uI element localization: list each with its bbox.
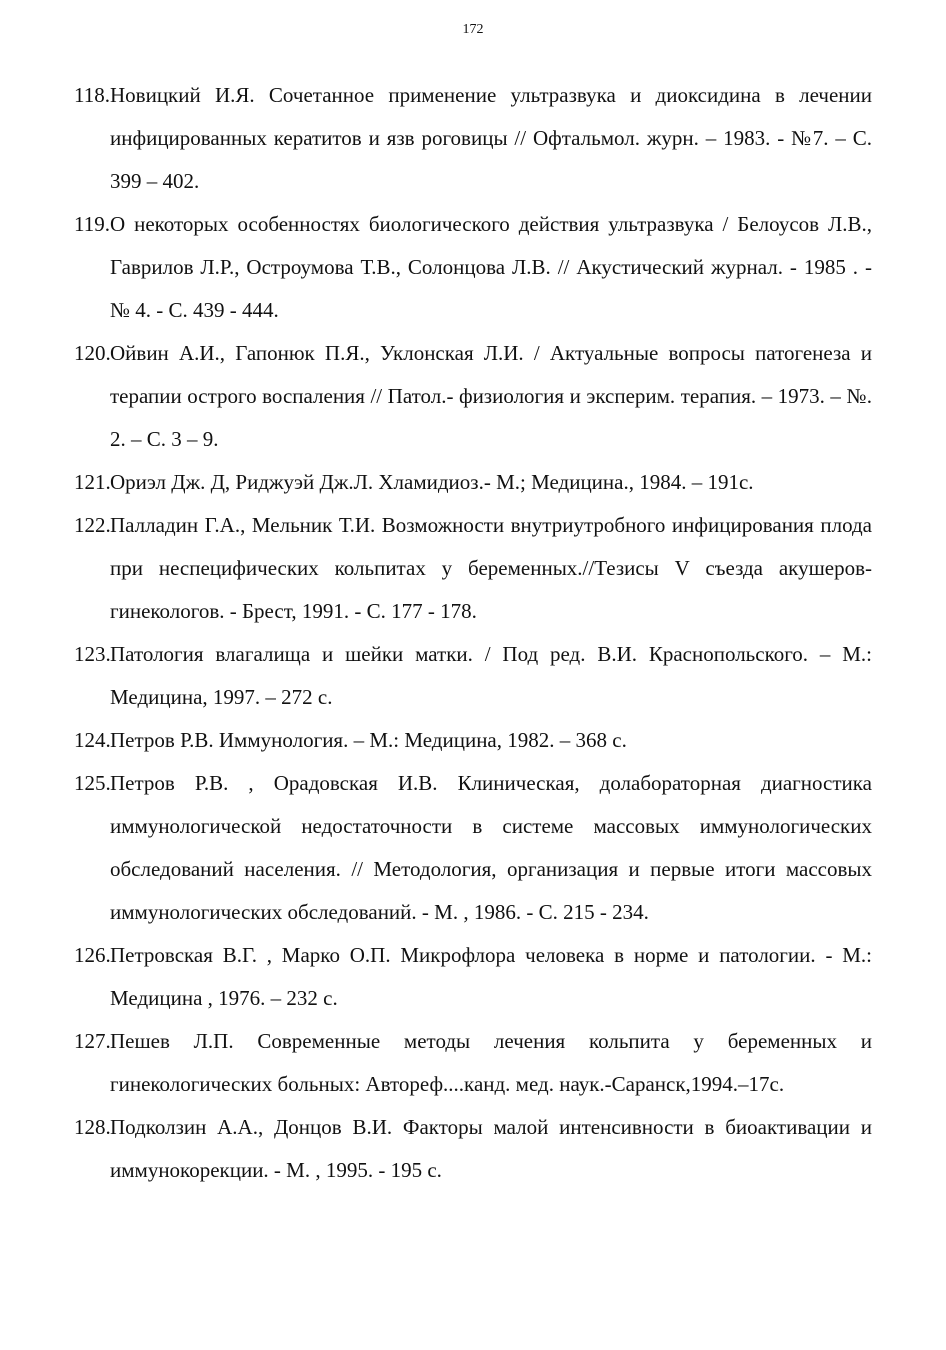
reference-text: Петров Р.В. , Орадовская И.В. Клиническая, долабораторная диагностика иммунологической недостаточности в системе массовых иммунологических обследований населения. // Методология, организация и первые итоги массовых иммунологических обследований. - М. , 1986. - С. 215 - 234. (110, 771, 872, 924)
reference-text: Пешев Л.П. Современные методы лечения кольпита у беременных и гинекологических больных: Автореф....канд. мед. наук.-Саранск,1994.–17с. (110, 1029, 872, 1096)
reference-number: 128. (74, 1115, 111, 1139)
reference-item (74, 461, 872, 504)
reference-number: 118. (74, 83, 110, 107)
reference-number: 121. (74, 470, 111, 494)
reference-number: 127. (74, 1029, 111, 1053)
reference-item (74, 719, 872, 762)
reference-item (74, 1106, 872, 1192)
reference-text: О некоторых особенностях биологического действия ультразвука / Белоусов Л.В., Гаврилов Л.Р., Остроумова Т.В., Солонцова Л.В. // Акустический журнал. - 1985 . - № 4. - С. 439 - 444. (110, 212, 872, 322)
page-number: 172 (462, 22, 484, 37)
reference-text: Подколзин А.А., Донцов В.И. Факторы малой интенсивности в биоактивации и иммунокорекции. - М. , 1995. - 195 с. (110, 1115, 872, 1182)
reference-item (74, 74, 872, 203)
reference-number: 120. (74, 341, 111, 365)
reference-item (74, 332, 872, 461)
reference-item (74, 633, 872, 719)
reference-number: 125. (74, 771, 111, 795)
reference-text: Петров Р.В. Иммунология. – М.: Медицина, 1982. – 368 с. (110, 728, 627, 752)
reference-number: 123. (74, 642, 111, 666)
reference-text: Палладин Г.А., Мельник Т.И. Возможности внутриутробного инфицирования плода при неспецифических кольпитах у беременных.//Тезисы V съезда акушеров-гинекологов. - Брест, 1991. - С. 177 - 178. (110, 513, 872, 623)
reference-item (74, 1020, 872, 1106)
reference-number: 119. (74, 212, 110, 236)
reference-item (74, 203, 872, 332)
reference-number: 124. (74, 728, 111, 752)
reference-list (74, 74, 872, 1192)
reference-item (74, 504, 872, 633)
reference-item (74, 762, 872, 934)
reference-item (74, 934, 872, 1020)
reference-text: Ориэл Дж. Д, Риджуэй Дж.Л. Хламидиоз.- М.; Медицина., 1984. – 191с. (110, 470, 754, 494)
reference-text: Патология влагалища и шейки матки. / Под ред. В.И. Краснопольского. – М.: Медицина, 1997. – 272 с. (110, 642, 872, 709)
reference-number: 122. (74, 513, 111, 537)
reference-number: 126. (74, 943, 111, 967)
reference-text: Ойвин А.И., Гапонюк П.Я., Уклонская Л.И. / Актуальные вопросы патогенеза и терапии острого воспаления // Патол.- физиология и эксперим. терапия. – 1973. – №. 2. – С. 3 – 9. (110, 341, 872, 451)
reference-text: Новицкий И.Я. Сочетанное применение ультразвука и диоксидина в лечении инфицированных кератитов и язв роговицы // Офтальмол. журн. – 1983. - №7. – С. 399 – 402. (110, 83, 872, 193)
reference-text: Петровская В.Г. , Марко О.П. Микрофлора человека в норме и патологии. - М.: Медицина , 1976. – 232 с. (110, 943, 872, 1010)
